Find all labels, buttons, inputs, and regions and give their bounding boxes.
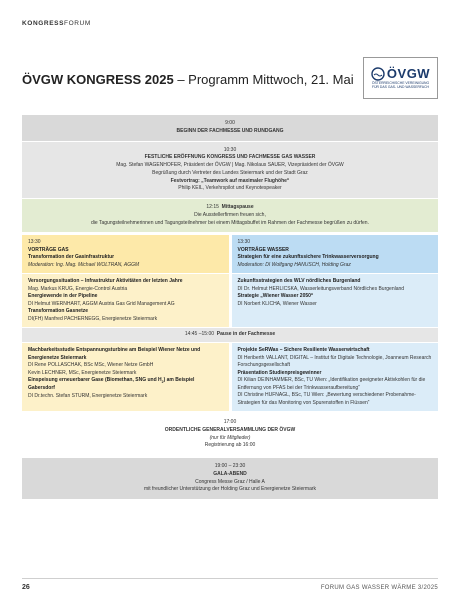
session-1500-talks bbox=[22, 343, 438, 411]
publication-name: FORUM GAS WASSER WÄRME 3/2025 bbox=[320, 585, 438, 591]
wasser-session-header: 13:30 VORTRÄGE WASSER Strategien für eine zukunftssichere Trinkwasserversorgung Moderation: DI Wolfgang HANUSCH, Holding Graz bbox=[232, 235, 439, 273]
ovgw-logo bbox=[363, 57, 438, 99]
gas-talks-2: Machbarkeitsstudie Entspannungsturbine am Beispiel Wiener Netze und Energienetze Steiermark DI Rene POLLASCHAK, BSc MSc, Wiener Netze GmbH Kevin LECHNER, MSc, Energienetze Steiermark Einspeisung erneuerbarer Gase (Biomethan, SNG und $H_2$) am Beispiel Gabersdorf DI Dr.techn. Stefan STURM, Energienetze Steiermark bbox=[22, 343, 229, 411]
page-number: 26 bbox=[22, 584, 30, 591]
slot-1215-lunch: 12:15 Mittagspause Die Ausstellerfirmen freuen sich, die Tagungsteilnehmerinnen und Tagungsteilnehmer bei einem Mittagsbuffet im Rahmen der Fachmesse begrüßen zu dürfen. bbox=[22, 199, 438, 232]
slot-1030: 10:30 FESTLICHE ERÖFFNUNG KONGRESS UND FACHMESSE GAS WASSER Mag. Stefan WAGENHOFER, Präsident der ÖVGW | Mag. Nikolaus SAUER, Vizepräsident der ÖVGW Begrüßung durch Vertreter des Landes Steiermark und der Stadt Graz Festvortrag: „Teamwork auf maximaler Flughöhe“ Philip KEIL, Verkehrspilot und Keynotespeaker bbox=[22, 142, 438, 199]
slot-0900: 9:00 BEGINN DER FACHMESSE UND RUNDGANG bbox=[22, 115, 438, 141]
footer-divider bbox=[22, 578, 438, 579]
gas-session-header: 13:30 VORTRÄGE GAS Transformation der Gasinfrastruktur Moderation: Ing. Mag. Michael WOLTRAN, AGGM bbox=[22, 235, 229, 273]
session-1330-headers bbox=[22, 235, 438, 273]
gas-talks-1: Versorgungssituation – Infrastruktur Aktivitäten der letzten Jahre Mag. Markus KRUG, Energie-Control Austria Energiewende in der Pipeline DI Helmut WERNHART, AGGM Austria Gas Grid Management AG Transformation Gasnetze DI(FH) Manfred PACHERNEGG, Energienetze Steiermark bbox=[22, 274, 229, 327]
wasser-talks-2: Projekte SeRWas – Sichere Resiliente Wasserwirtschaft DI Heriberth VALLANT, DIGITAL – Institut für Digitale Technologie, Joanneum Research Forschungsgesellschaft Präsentation Studienpreisgewinner DI Kilian DEINHAMMER, BSc, TU Wien: „Identifikation geeigneter Aktivkohlen für die Entfernung von PFAS bei der Trinkwasseraufbereitung“ DI Christine HUFNAGL, BSc, TU Wien: „Bewertung verschiedener Probenahme-Strategien für das Monitoring von Spurenstoffen in Flüssen“ bbox=[232, 343, 439, 411]
water-drop-icon bbox=[371, 67, 385, 81]
slot-1445-break: 14:45 –15:00 Pause in der Fachmesse bbox=[22, 328, 438, 342]
wasser-talks-1: Zukunftsstrategien des WLV nördliches Burgenland DI Dr. Helmut HERLICSKA, Wasserleitungsverband Nördliches Burgenland Strategie „Wiener Wasser 2050“ DI Norbert KLICHA, Wiener Wasser bbox=[232, 274, 439, 327]
program-table bbox=[22, 115, 438, 499]
session-1330-talks bbox=[22, 274, 438, 327]
slot-1900-gala: 19:00 – 23:30 GALA-ABEND Congress Messe Graz / Halle A mit freundlicher Unterstützung der Holding Graz und Energienetze Steiermark bbox=[22, 458, 438, 499]
page-title: ÖVGW KONGRESS 2025 – Programm Mittwoch, 21. Mai bbox=[22, 72, 354, 87]
header-brand: KONGRESSFORUM bbox=[22, 20, 91, 27]
logo-text: ÖVGW bbox=[386, 66, 431, 82]
logo-subtitle: ÖSTERREICHISCHE VEREINIGUNG FÜR DAS GAS- UND WASSERFACH bbox=[371, 81, 430, 89]
slot-1700-assembly: 17:00 ORDENTLICHE GENERALVERSAMMLUNG DER ÖVGW (nur für Mitglieder) Registrierung ab 16:00 bbox=[22, 414, 438, 455]
